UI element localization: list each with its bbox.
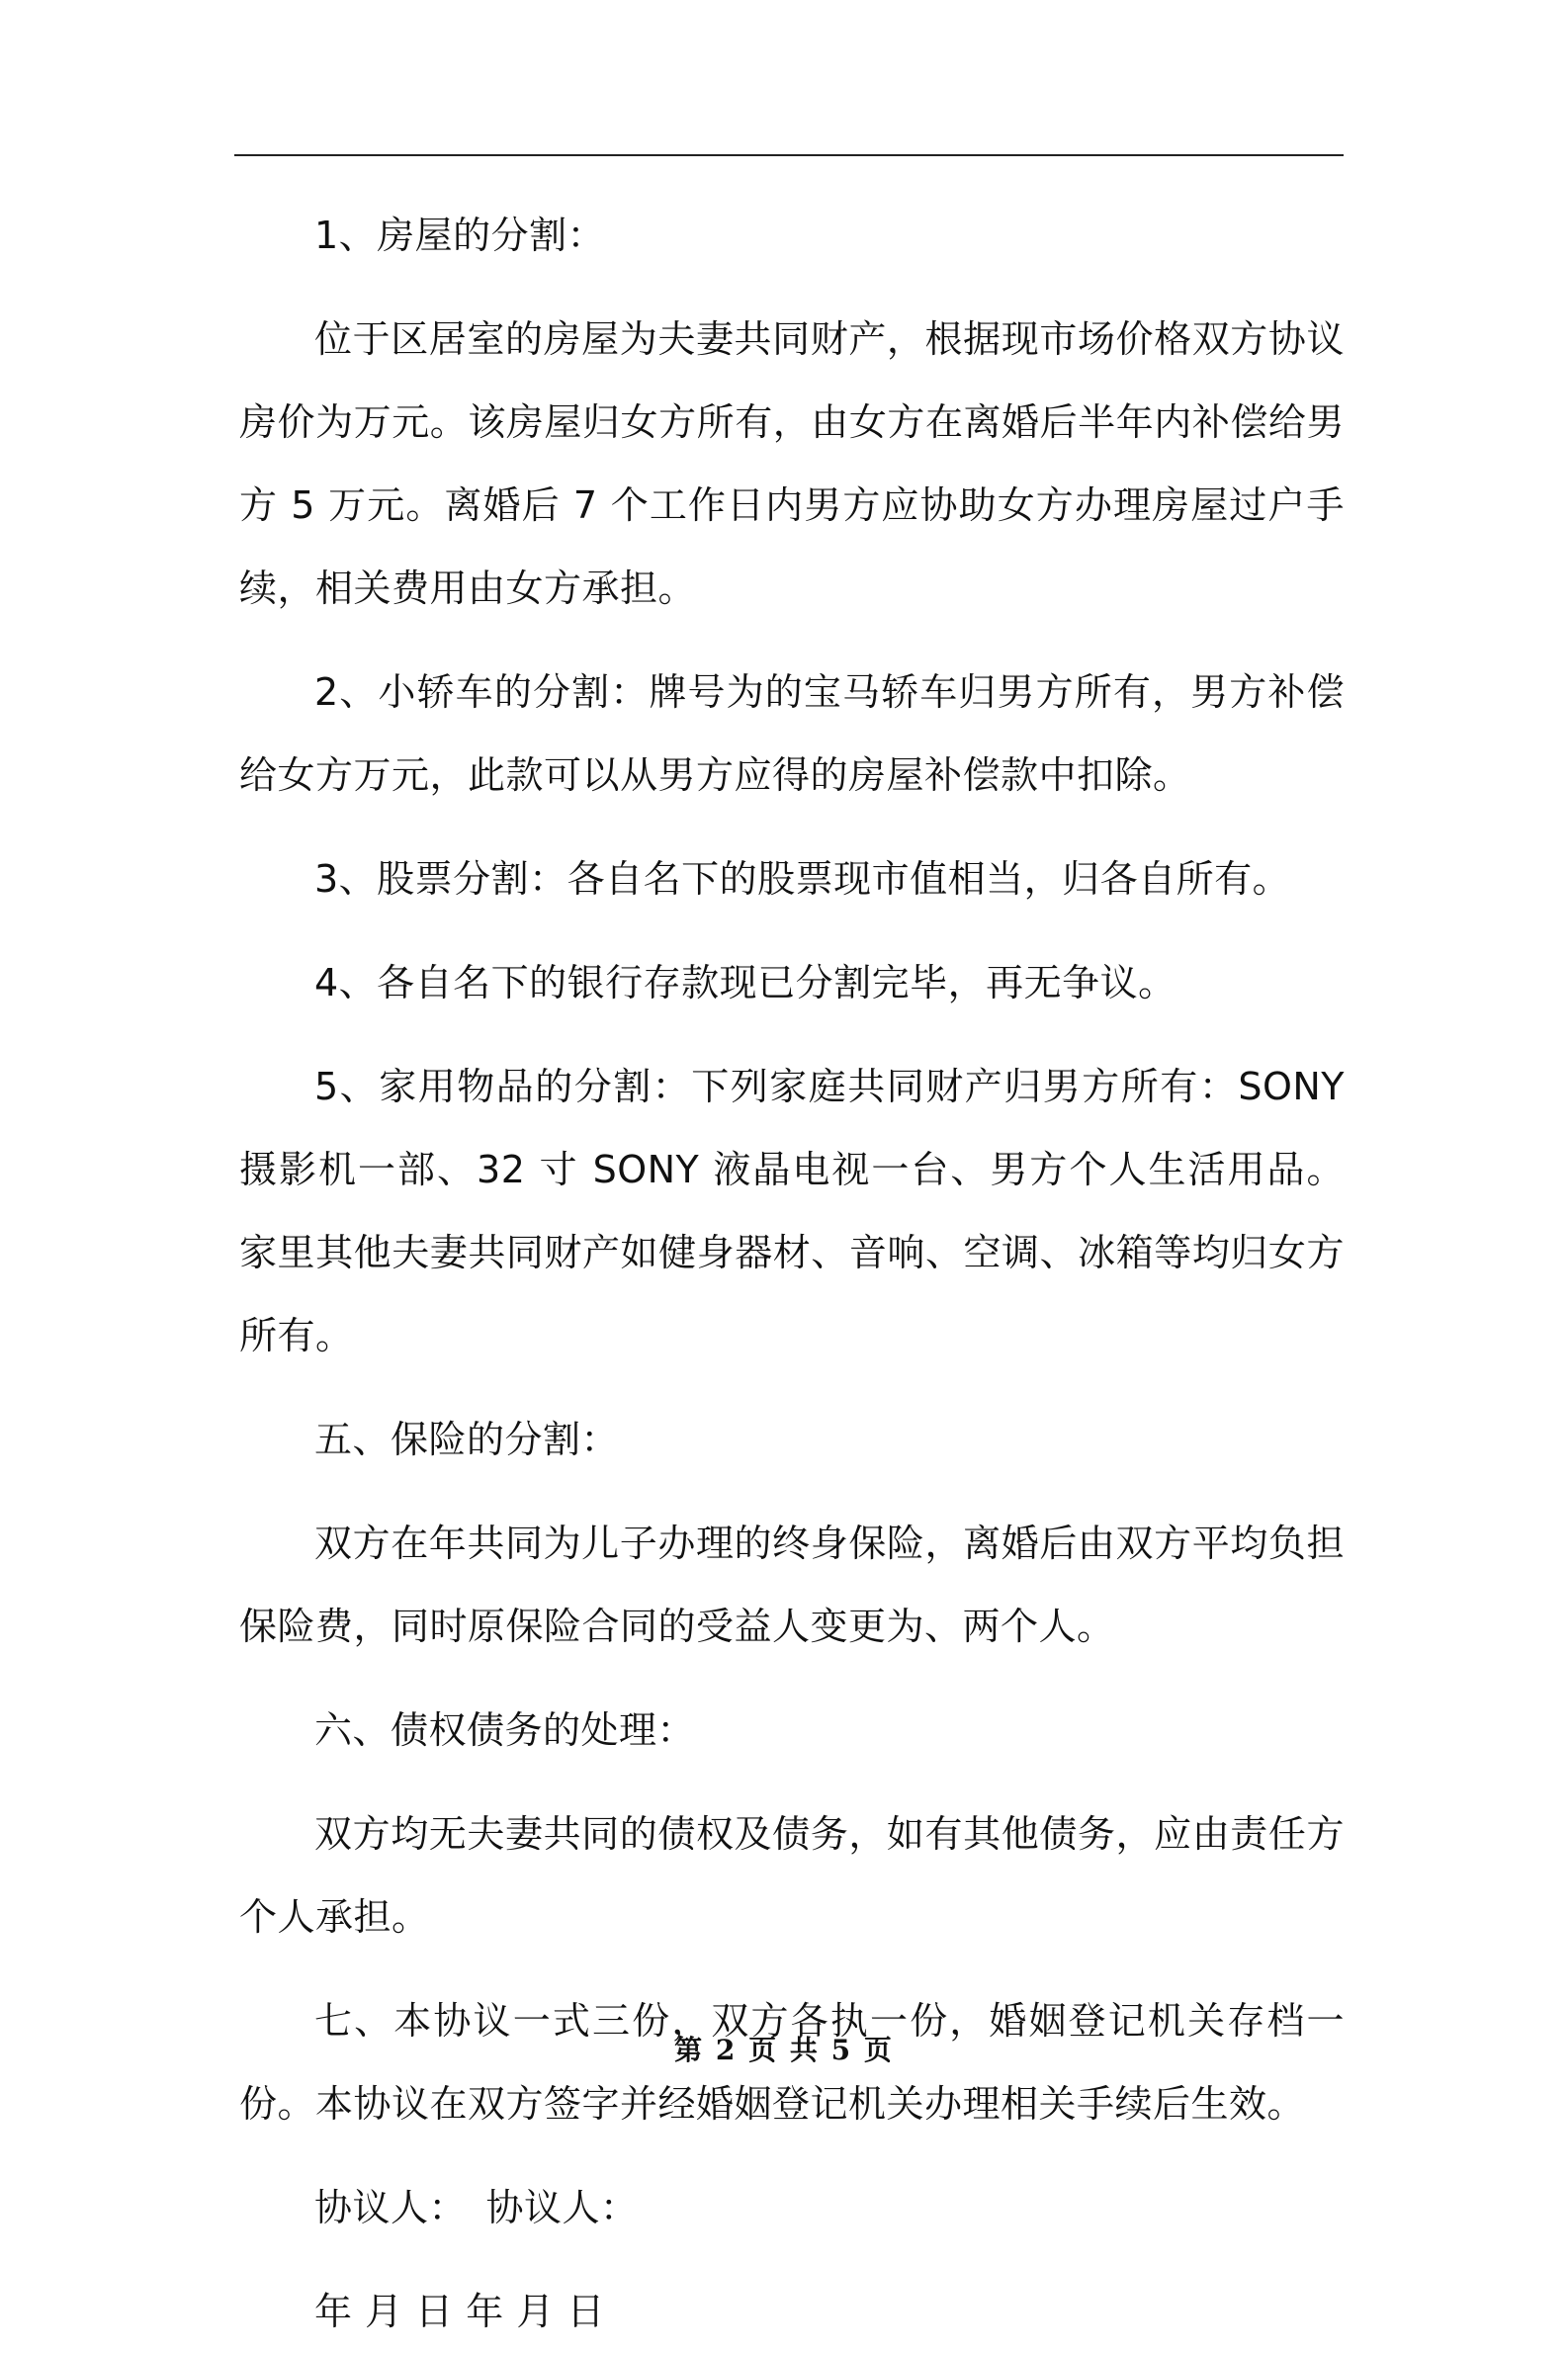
signature-line: 协议人： 协议人： <box>314 2186 639 2229</box>
paragraph-bank-deposits: 4、各自名下的银行存款现已分割完毕，再无争议。 <box>314 961 1176 1004</box>
paragraph-household-items: 5、家用物品的分割：下列家庭共同财产归男方所有：SONY 摄影机一部、32 寸 SONY 液晶电视一台、男方个人生活用品。家里其他夫妻共同财产如健身器材、音响、空调、冰箱等均归女方所有。 <box>239 1065 1345 1357</box>
page-number: 第 2 页 共 5 页 <box>674 2034 894 2066</box>
header-rule <box>234 154 1344 156</box>
paragraph-insurance-terms: 双方在年共同为儿子办理的终身保险，离婚后由双方平均负担保险费，同时原保险合同的受益人变更为、两个人。 <box>239 1522 1345 1648</box>
paragraph-car: 2、小轿车的分割：牌号为的宝马轿车归男方所有，男方补偿给女方万元，此款可以从男方应得的房屋补偿款中扣除。 <box>239 670 1345 797</box>
paragraph-stocks: 3、股票分割：各自名下的股票现市值相当，归各自所有。 <box>314 857 1291 901</box>
paragraph-copies: 七、本协议一式三份，双方各执一份，婚姻登记机关存档一份。本协议在双方签字并经婚姻登记机关办理相关手续后生效。 <box>239 1999 1345 2126</box>
date-line: 年 月 日 年 月 日 <box>314 2290 605 2333</box>
paragraph-debts-terms: 双方均无夫妻共同的债权及债务，如有其他债务，应由责任方个人承担。 <box>239 1812 1345 1939</box>
paragraph-debts-heading: 六、债权债务的处理： <box>314 1708 696 1752</box>
paragraph-insurance-heading: 五、保险的分割： <box>314 1418 620 1461</box>
paragraph-house-heading: 1、房屋的分割： <box>314 214 606 257</box>
paragraph-house-terms: 位于区居室的房屋为夫妻共同财产，根据现市场价格双方协议房价为万元。该房屋归女方所有，由女方在离婚后半年内补偿给男方 5 万元。离婚后 7 个工作日内男方应协助女方办理房屋过户手续，相关费用由女方承担。 <box>239 317 1345 610</box>
